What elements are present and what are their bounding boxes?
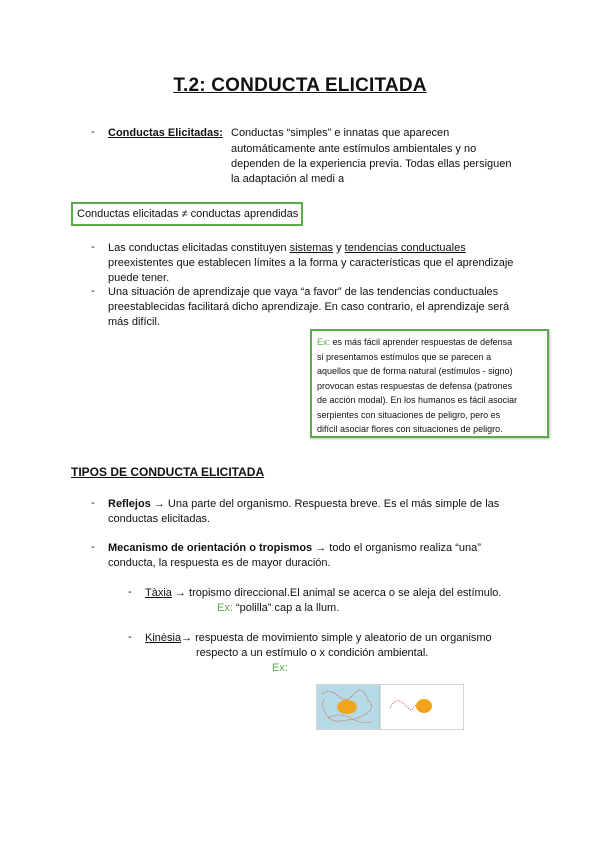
taxia-text: → tropismo direccional.El animal se acerca o se aleja del estímulo. bbox=[171, 587, 502, 599]
stimulus-right bbox=[416, 699, 432, 713]
bullet-dash: - bbox=[91, 126, 95, 138]
taxia-example-label: Ex: bbox=[217, 602, 233, 614]
definition-line-3: dependen de la experiencia previa. Todas ellas persiguen bbox=[231, 158, 512, 170]
example-line: serpientes con situaciones de peligro, pero es bbox=[317, 409, 501, 420]
kinesia-line-1 bbox=[145, 630, 492, 646]
example-text: es más fácil aprender respuestas de defensa bbox=[330, 337, 513, 347]
mecanismo-text: → todo el organismo realiza “una” bbox=[312, 542, 481, 554]
kinesia-example-label: Ex: bbox=[272, 662, 288, 674]
term-tendencias: tendencias conductuales bbox=[344, 242, 466, 254]
bullet-1-line-1 bbox=[108, 240, 466, 256]
reflejos-line-2: conductas elicitadas. bbox=[108, 513, 211, 525]
reflejos-text: → Una parte del organismo. Respuesta breve. Es el más simple de las bbox=[150, 498, 500, 510]
taxia-example bbox=[217, 600, 339, 616]
bullet-2-line-3: más difícil. bbox=[108, 316, 160, 328]
bullet-dash: - bbox=[128, 631, 132, 643]
bullet-1-line-2: preexistentes que establecen límites a la forma y características que el aprendizaje bbox=[108, 257, 514, 269]
kinesia-text: → respuesta de movimiento simple y aleatorio de un organismo bbox=[181, 632, 492, 644]
definition-term: Conductas Elicitadas: bbox=[108, 127, 223, 139]
definition-line-1: Conductas “simples” e innatas que aparecen bbox=[231, 127, 450, 139]
comparison-box: Conductas elicitadas ≠ conductas aprendidas bbox=[71, 202, 303, 226]
mecanismo-line-2: conducta, la respuesta es de mayor duración. bbox=[108, 557, 331, 569]
stimulus-left bbox=[337, 700, 357, 714]
bullet-2-line-1: Una situación de aprendizaje que vaya “a favor” de las tendencias conductuales bbox=[108, 286, 499, 298]
page-title: T.2: CONDUCTA ELICITADA bbox=[173, 75, 427, 96]
figure-caption-left: ~ bbox=[322, 688, 324, 692]
bullet-dash: - bbox=[91, 497, 95, 509]
example-line: si presentamos estímulos que se parecen a bbox=[317, 351, 492, 362]
bullet-dash: - bbox=[91, 541, 95, 553]
example-line: aquellos que de forma natural (estímulos - signo) bbox=[317, 366, 513, 376]
bullet-dash: - bbox=[91, 285, 95, 297]
bullet-dash: - bbox=[91, 241, 95, 253]
bullet-1-line-3: puede tener. bbox=[108, 272, 170, 284]
term-sistemas: sistemas bbox=[289, 242, 334, 254]
example-line-1 bbox=[317, 335, 542, 350]
section-title: TIPOS DE CONDUCTA ELICITADA bbox=[71, 465, 265, 479]
bullet-1-conj: y bbox=[333, 242, 345, 254]
example-label: Ex: bbox=[317, 337, 331, 347]
example-line: de acción modal). En los humanos es fácil asociar bbox=[317, 395, 518, 405]
reflejos-line-1 bbox=[108, 496, 499, 512]
kinesia-line-2: respecto a un estímulo o x condición ambiental. bbox=[196, 647, 429, 659]
definition-line-4: la adaptación al medi a bbox=[231, 173, 345, 185]
taxia-line-1 bbox=[145, 585, 501, 601]
bullet-1-text: Las conductas elicitadas constituyen bbox=[108, 242, 290, 254]
mecanismo-term: Mecanismo de orientación o tropismos bbox=[108, 542, 313, 554]
example-line: provocan estas respuestas de defensa (patrones bbox=[317, 380, 513, 391]
definition-line-2: automáticamente ante estímulos ambientales y no bbox=[231, 143, 477, 155]
mecanismo-line-1 bbox=[108, 540, 481, 556]
taxia-example-text: “polilla” cap a la llum. bbox=[232, 602, 340, 614]
example-line: difícil asociar flores con situaciones de peligro. bbox=[317, 424, 503, 434]
kinesis-figure bbox=[316, 684, 464, 730]
example-box bbox=[310, 329, 549, 438]
kinesia-term: Kinèsia bbox=[145, 632, 182, 644]
taxia-term: Tàxia bbox=[145, 587, 172, 599]
bullet-dash: - bbox=[128, 586, 132, 598]
bullet-2-line-2: preestablecidas facilitará dicho aprendizaje. En caso contrario, el aprendizaje será bbox=[108, 301, 510, 313]
reflejos-term: Reflejos bbox=[108, 498, 151, 510]
